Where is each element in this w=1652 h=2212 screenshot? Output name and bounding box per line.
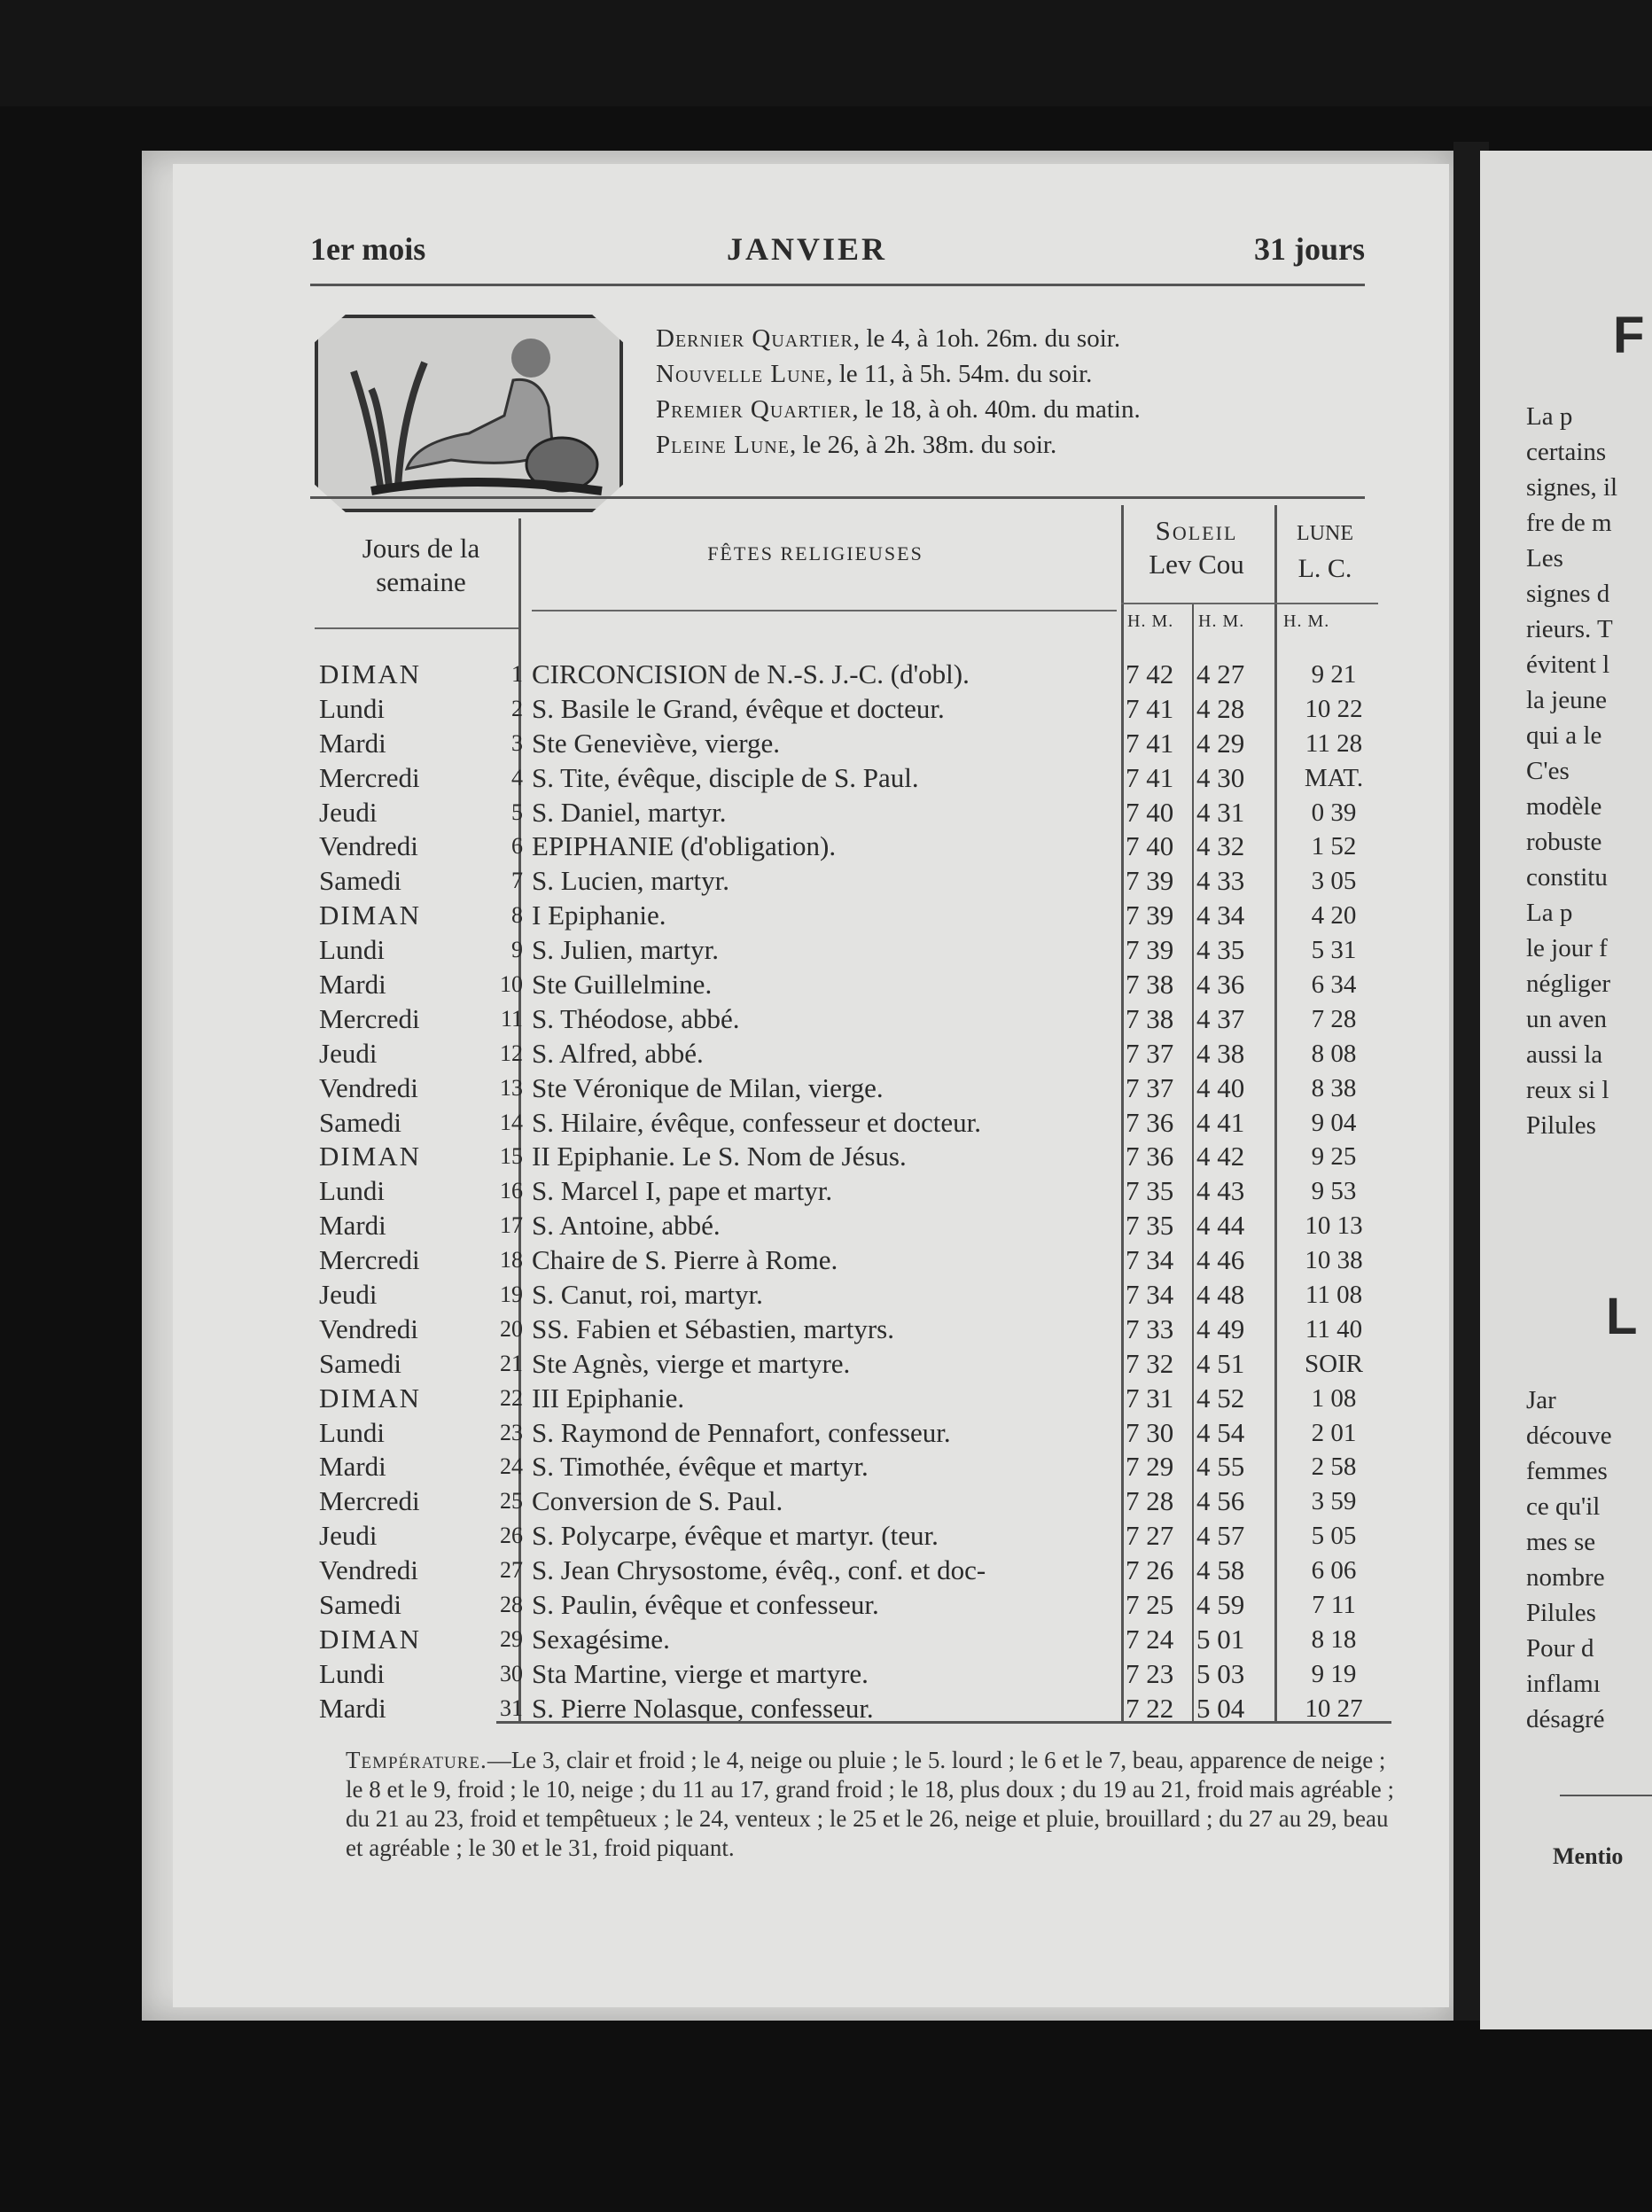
sunrise: 7 36 (1126, 1106, 1174, 1138)
day-number: 3 (511, 729, 523, 756)
table-row (319, 1209, 1391, 1243)
day-number: 28 (500, 1592, 523, 1618)
day-name: Jeudi (319, 1520, 378, 1552)
day-name: Vendredi (319, 1554, 418, 1586)
sunrise: 7 27 (1126, 1520, 1174, 1552)
text-line: La p (1526, 899, 1573, 927)
sunrise: 7 42 (1126, 658, 1174, 689)
day-name: Mardi (319, 1210, 386, 1242)
text-line: Jar (1526, 1386, 1556, 1414)
sunset: 4 36 (1196, 969, 1245, 1001)
sunset: 4 38 (1196, 1037, 1245, 1069)
feast-name: S. Pierre Nolasque, confesseur. (532, 1692, 874, 1724)
days-count: 31 jours (1254, 231, 1365, 267)
month-name: JANVIER (727, 231, 888, 267)
sunrise: 7 41 (1126, 692, 1174, 724)
day-number: 6 (511, 833, 523, 860)
sunrise: 7 33 (1126, 1312, 1174, 1344)
text-line: reux si l (1526, 1076, 1609, 1104)
moon-phase-line: Nouvelle Lune, le 11, à 5h. 54m. du soir. (656, 360, 1093, 388)
sunset: 4 49 (1196, 1312, 1245, 1344)
day-name: Samedi (319, 1347, 401, 1379)
day-number: 4 (511, 764, 523, 791)
text-line: Pilules (1526, 1111, 1596, 1140)
feast-name: SS. Fabien et Sébastien, martyrs. (532, 1312, 894, 1344)
feast-name: III Epiphanie. (532, 1382, 685, 1414)
feast-name: S. Antoine, abbé. (532, 1210, 721, 1242)
text-line: certains (1526, 438, 1607, 466)
text-line: le jour f (1526, 934, 1608, 962)
table-row (319, 1278, 1391, 1312)
table-row (319, 1588, 1391, 1623)
day-name: Lundi (319, 934, 386, 966)
divider (496, 1721, 1391, 1724)
text-line: rieurs. T (1526, 615, 1613, 643)
feast-name: Ste Agnès, vierge et martyre. (532, 1347, 851, 1379)
text-line: Pour d (1526, 1634, 1594, 1663)
day-name: Vendredi (319, 1071, 418, 1103)
sunset: 4 37 (1196, 1002, 1245, 1034)
table-row (319, 692, 1391, 727)
feast-name: S. Polycarpe, évêque et martyr. (teur. (532, 1520, 939, 1552)
sunrise: 7 25 (1126, 1589, 1174, 1621)
temperature-label: Température. (346, 1747, 487, 1773)
aquarius-figure-icon (318, 318, 620, 509)
table-row (319, 1623, 1391, 1657)
moon-time: 1 52 (1311, 832, 1357, 861)
moon-time: 5 31 (1311, 936, 1357, 965)
header-hm: H. M. (1127, 611, 1174, 631)
scan-border-top (0, 0, 1652, 106)
feast-name: S. Timothée, évêque et martyr. (532, 1451, 869, 1483)
temperature-text: —Le 3, clair et froid ; le 4, neige ou pluie ; le 5. lourd ; le 6 et le 7, beau, apparence de neige ; le 8 et le 9, froid ; le 10, neige ; du 11 au 17, grand froid ; le 18, plus doux ; du 19 au 21, froid mais agréable ; du 21 au 23, froid et tempêtueux ; le 24, venteux ; le 25 et le 26, neige et pluie, brouillard ; du 27 au 29, beau et agréable ; le 30 et le 31, froid piquant. (346, 1747, 1394, 1861)
text-line: aussi la (1526, 1040, 1603, 1069)
sunset: 4 41 (1196, 1106, 1245, 1138)
day-name: Mercredi (319, 761, 420, 793)
day-number: 23 (500, 1419, 523, 1445)
moon-time: 3 05 (1311, 867, 1357, 896)
header-soleil: Soleil Lev Cou (1149, 515, 1244, 580)
day-number: 17 (500, 1212, 523, 1239)
text-line: fre de m (1526, 509, 1612, 537)
feast-name: Sexagésime. (532, 1623, 670, 1655)
sunset: 4 48 (1196, 1279, 1245, 1311)
month-number: 1er mois (310, 231, 426, 267)
text-line: qui a le (1526, 721, 1602, 750)
moon-time: 7 28 (1311, 1004, 1357, 1033)
moon-time: 9 04 (1311, 1108, 1357, 1137)
temperature-note (346, 1746, 1400, 1863)
feast-name: S. Lucien, martyr. (532, 865, 729, 897)
day-name: Lundi (319, 1416, 386, 1448)
sunrise: 7 32 (1126, 1347, 1174, 1379)
table-row (319, 1450, 1391, 1484)
day-number: 7 (511, 868, 523, 894)
sunset: 4 27 (1196, 658, 1245, 689)
text-line: mes se (1526, 1528, 1596, 1556)
moon-time: 2 01 (1311, 1418, 1357, 1447)
header-fetes: FÊTES RELIGIEUSES (707, 542, 923, 565)
moon-time: 11 40 (1305, 1314, 1363, 1344)
day-name: Jeudi (319, 1037, 378, 1069)
moon-phase-line: Premier Quartier, le 18, à oh. 40m. du matin. (656, 395, 1141, 424)
moon-time: 1 08 (1311, 1383, 1357, 1413)
day-number: 22 (500, 1384, 523, 1411)
feast-name: Conversion de S. Paul. (532, 1485, 783, 1517)
moon-time: 6 06 (1311, 1556, 1357, 1585)
table-row (319, 1347, 1391, 1382)
table-row (319, 899, 1391, 933)
day-number: 26 (500, 1523, 523, 1549)
moon-phases (656, 321, 1365, 463)
aquarius-illustration (315, 315, 623, 512)
sunrise: 7 38 (1126, 969, 1174, 1001)
right-page-heading: F (1613, 307, 1645, 364)
table-row (319, 1484, 1391, 1519)
day-name: Lundi (319, 1657, 386, 1689)
day-name: Mercredi (319, 1485, 420, 1517)
sunrise: 7 40 (1126, 796, 1174, 828)
moon-time: 2 58 (1311, 1453, 1357, 1482)
text-line: nombre (1526, 1563, 1605, 1592)
sunset: 4 29 (1196, 727, 1245, 759)
sunrise: 7 35 (1126, 1175, 1174, 1207)
moon-time: 4 20 (1311, 901, 1357, 931)
feast-name: Ste Guillelmine. (532, 969, 713, 1001)
day-name: DIMAN (319, 1623, 422, 1655)
table-row (319, 830, 1391, 864)
feast-name: S. Basile le Grand, évêque et docteur. (532, 692, 945, 724)
sunset: 4 32 (1196, 830, 1245, 862)
day-name: Mercredi (319, 1002, 420, 1034)
text-line: découve (1526, 1421, 1612, 1450)
table-row (319, 796, 1391, 830)
table-row (319, 1071, 1391, 1106)
divider (310, 496, 1365, 499)
sunset: 4 28 (1196, 692, 1245, 724)
sunrise: 7 35 (1126, 1210, 1174, 1242)
text-line: constitu (1526, 863, 1608, 892)
table-row (319, 968, 1391, 1002)
feast-name: S. Alfred, abbé. (532, 1037, 704, 1069)
sunrise: 7 34 (1126, 1244, 1174, 1276)
sunset: 4 57 (1196, 1520, 1245, 1552)
table-row (319, 1140, 1391, 1174)
text-line: négliger (1526, 970, 1611, 998)
header-days: Jours de la semaine (362, 533, 480, 597)
day-number: 9 (511, 937, 523, 963)
moon-time: MAT. (1304, 763, 1364, 792)
table-row (319, 1554, 1391, 1588)
day-number: 5 (511, 798, 523, 825)
moon-phase-line: Dernier Quartier, le 4, à 1oh. 26m. du soir. (656, 324, 1121, 353)
moon-time: SOIR (1304, 1349, 1364, 1378)
divider (1560, 1795, 1652, 1796)
day-name: Mardi (319, 969, 386, 1001)
moon-time: 10 27 (1305, 1694, 1363, 1723)
feast-name: S. Marcel I, pape et martyr. (532, 1175, 833, 1207)
sunrise: 7 37 (1126, 1071, 1174, 1103)
table-row (319, 1243, 1391, 1278)
feast-name: S. Paulin, évêque et confesseur. (532, 1589, 879, 1621)
table-row (319, 1519, 1391, 1554)
moon-time: 9 19 (1311, 1659, 1357, 1688)
day-name: Lundi (319, 1175, 386, 1207)
sunrise: 7 31 (1126, 1382, 1174, 1414)
day-number: 20 (500, 1315, 523, 1342)
header-rule (532, 610, 1117, 611)
sunset: 5 03 (1196, 1657, 1245, 1689)
moon-time: 11 28 (1305, 728, 1363, 758)
text-line: Les (1526, 544, 1563, 572)
moon-time: 10 22 (1305, 694, 1363, 723)
day-name: Samedi (319, 1106, 401, 1138)
table-row (319, 1037, 1391, 1071)
table-row (319, 1174, 1391, 1209)
day-name: DIMAN (319, 658, 422, 689)
table-row (319, 727, 1391, 761)
sunrise: 7 40 (1126, 830, 1174, 862)
page-header (310, 222, 1365, 286)
sunset: 4 52 (1196, 1382, 1245, 1414)
moon-time: 8 38 (1311, 1073, 1357, 1102)
day-number: 8 (511, 902, 523, 929)
day-name: DIMAN (319, 900, 422, 931)
moon-time: 11 08 (1305, 1281, 1363, 1310)
table-row (319, 1106, 1391, 1141)
moon-time: 7 11 (1312, 1591, 1356, 1620)
sunset: 4 58 (1196, 1554, 1245, 1586)
text-line: désagré (1526, 1705, 1605, 1733)
moon-time: 0 39 (1311, 798, 1357, 827)
sunset: 4 51 (1196, 1347, 1245, 1379)
day-name: Mardi (319, 727, 386, 759)
sunset: 5 01 (1196, 1623, 1245, 1655)
sunset: 4 33 (1196, 865, 1245, 897)
day-number: 29 (500, 1625, 523, 1652)
day-number: 10 (500, 971, 523, 998)
feast-name: S. Théodose, abbé. (532, 1002, 740, 1034)
moon-time: 9 53 (1311, 1177, 1357, 1206)
text-line: un aven (1526, 1005, 1607, 1033)
sunset: 4 44 (1196, 1210, 1245, 1242)
table-row (319, 1657, 1391, 1692)
sunrise: 7 38 (1126, 1002, 1174, 1034)
feast-name: Sta Martine, vierge et martyre. (532, 1657, 869, 1689)
sunrise: 7 41 (1126, 761, 1174, 793)
table-row (319, 1382, 1391, 1416)
table-row (319, 658, 1391, 692)
day-number: 12 (500, 1040, 523, 1066)
sunrise: 7 29 (1126, 1451, 1174, 1483)
sunrise: 7 22 (1126, 1692, 1174, 1724)
table-row (319, 864, 1391, 899)
day-name: Mardi (319, 1451, 386, 1483)
header-hm: H. M. (1198, 611, 1245, 631)
moon-time: 3 59 (1311, 1487, 1357, 1516)
sunrise: 7 36 (1126, 1141, 1174, 1172)
moon-time: 8 08 (1311, 1039, 1357, 1068)
day-number: 18 (500, 1247, 523, 1273)
feast-name: S. Jean Chrysostome, évêq., conf. et doc- (532, 1554, 986, 1586)
sunrise: 7 26 (1126, 1554, 1174, 1586)
text-line: signes d (1526, 580, 1610, 608)
day-number: 19 (500, 1281, 523, 1308)
day-name: Lundi (319, 692, 386, 724)
sunrise: 7 28 (1126, 1485, 1174, 1517)
text-line: évitent l (1526, 650, 1610, 679)
feast-name: Ste Véronique de Milan, vierge. (532, 1071, 884, 1103)
feast-name: S. Raymond de Pennafort, confesseur. (532, 1416, 951, 1448)
sunset: 4 46 (1196, 1244, 1245, 1276)
day-number: 21 (500, 1350, 523, 1376)
day-name: Vendredi (319, 830, 418, 862)
feast-name: I Epiphanie. (532, 900, 666, 931)
header-rule (315, 627, 518, 629)
day-name: Mardi (319, 1692, 386, 1724)
day-number: 1 (511, 661, 523, 687)
text-line: femmes (1526, 1457, 1608, 1485)
moon-time: 9 21 (1311, 660, 1357, 689)
day-name: DIMAN (319, 1141, 422, 1172)
table-row (319, 761, 1391, 796)
feast-name: Chaire de S. Pierre à Rome. (532, 1244, 838, 1276)
day-number: 15 (500, 1143, 523, 1170)
sunrise: 7 23 (1126, 1657, 1174, 1689)
sunset: 4 54 (1196, 1416, 1245, 1448)
calendar-table (319, 658, 1391, 1726)
moon-time: 9 25 (1311, 1142, 1357, 1172)
day-name: Samedi (319, 1589, 401, 1621)
day-number: 27 (500, 1557, 523, 1584)
moon-time: 5 05 (1311, 1522, 1357, 1551)
table-row (319, 1002, 1391, 1037)
text-line: robuste (1526, 828, 1602, 856)
sunrise: 7 34 (1126, 1279, 1174, 1311)
text-line: la jeune (1526, 686, 1607, 714)
moon-time: 8 18 (1311, 1624, 1357, 1654)
day-number: 13 (500, 1074, 523, 1101)
sunrise: 7 24 (1126, 1623, 1174, 1655)
sunset: 4 35 (1196, 934, 1245, 966)
day-number: 31 (500, 1694, 523, 1721)
feast-name: Ste Geneviève, vierge. (532, 727, 781, 759)
moon-time: 10 38 (1305, 1246, 1363, 1275)
sunrise: 7 39 (1126, 865, 1174, 897)
text-line: signes, il (1526, 473, 1618, 502)
sunset: 4 59 (1196, 1589, 1245, 1621)
feast-name: S. Hilaire, évêque, confesseur et docteur. (532, 1106, 982, 1138)
day-name: Vendredi (319, 1312, 418, 1344)
sunset: 4 30 (1196, 761, 1245, 793)
right-page-text (1526, 1382, 1652, 1737)
day-name: DIMAN (319, 1382, 422, 1414)
day-name: Mercredi (319, 1244, 420, 1276)
header-rule (1121, 603, 1378, 604)
text-line: C'es (1526, 757, 1570, 785)
sunrise: 7 41 (1126, 727, 1174, 759)
sunset: 4 43 (1196, 1175, 1245, 1207)
day-number: 24 (500, 1453, 523, 1480)
sunset: 4 42 (1196, 1141, 1245, 1172)
feast-name: S. Julien, martyr. (532, 934, 719, 966)
sunset: 5 04 (1196, 1692, 1245, 1724)
sunset: 4 31 (1196, 796, 1245, 828)
feast-name: S. Canut, roi, martyr. (532, 1279, 763, 1311)
table-row (319, 1312, 1391, 1347)
moon-time: 10 13 (1305, 1211, 1363, 1241)
text-line: Pilules (1526, 1599, 1596, 1627)
feast-name: EPIPHANIE (d'obligation). (532, 830, 837, 862)
sunset: 4 56 (1196, 1485, 1245, 1517)
day-number: 11 (500, 1005, 523, 1032)
day-name: Jeudi (319, 796, 378, 828)
sunset: 4 40 (1196, 1071, 1245, 1103)
feast-name: S. Daniel, martyr. (532, 796, 727, 828)
feast-name: CIRCONCISION de N.-S. J.-C. (d'obl). (532, 658, 970, 689)
sunset: 4 55 (1196, 1451, 1245, 1483)
right-page-heading: L (1606, 1288, 1638, 1345)
text-line: ce qu'il (1526, 1492, 1601, 1521)
sunrise: 7 30 (1126, 1416, 1174, 1448)
text-line: modèle (1526, 792, 1602, 821)
day-number: 30 (500, 1660, 523, 1686)
right-page-text (1526, 399, 1652, 1143)
sunset: 4 34 (1196, 900, 1245, 931)
sunrise: 7 37 (1126, 1037, 1174, 1069)
moon-time: 6 34 (1311, 970, 1357, 1000)
feast-name: II Epiphanie. Le S. Nom de Jésus. (532, 1141, 907, 1172)
right-page-mention: Mentio (1553, 1843, 1624, 1869)
sunrise: 7 39 (1126, 900, 1174, 931)
text-line: inflamı (1526, 1670, 1601, 1698)
day-name: Samedi (319, 865, 401, 897)
table-row (319, 933, 1391, 968)
sunrise: 7 39 (1126, 934, 1174, 966)
feast-name: S. Tite, évêque, disciple de S. Paul. (532, 761, 919, 793)
day-number: 2 (511, 695, 523, 721)
moon-phase-line: Pleine Lune, le 26, à 2h. 38m. du soir. (656, 431, 1057, 459)
table-row (319, 1416, 1391, 1451)
header-lune: LUNE L. C. (1297, 522, 1353, 583)
header-hm: H. M. (1283, 611, 1330, 631)
day-number: 14 (500, 1109, 523, 1135)
text-line: La p (1526, 402, 1573, 431)
day-name: Jeudi (319, 1279, 378, 1311)
day-number: 25 (500, 1488, 523, 1515)
day-number: 16 (500, 1178, 523, 1204)
